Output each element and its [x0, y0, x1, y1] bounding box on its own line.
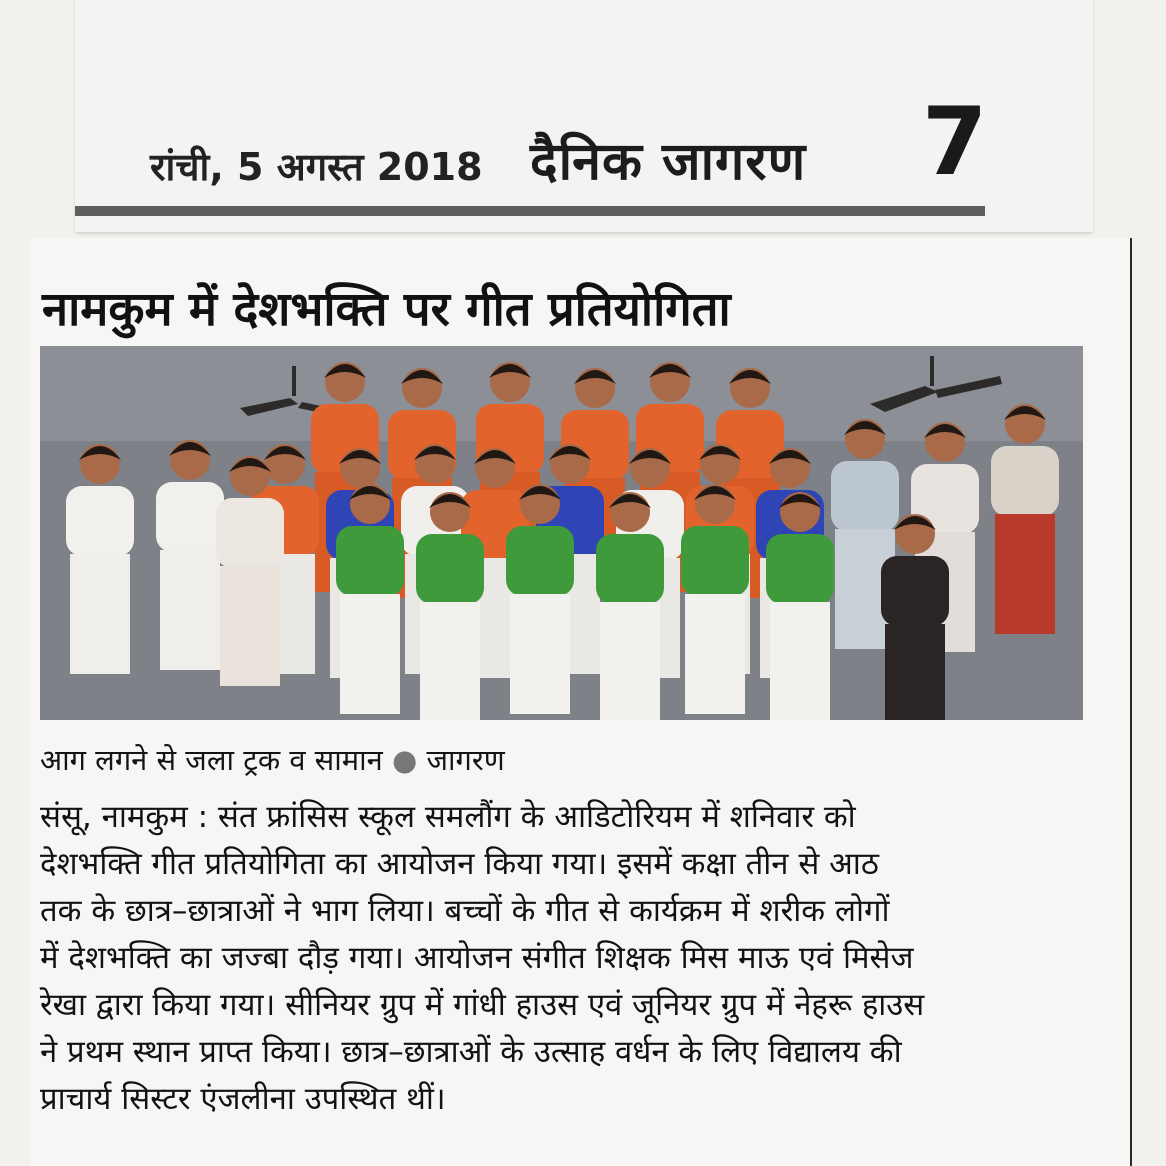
body-line: प्राचार्य सिस्टर एंजलीना उपस्थित थीं।: [40, 1081, 446, 1117]
masthead-rule: [75, 206, 985, 216]
dateline: रांची, 5 अगस्त 2018: [150, 145, 483, 189]
page-number: 7: [922, 88, 988, 197]
caption-text: आग लगने से जला ट्रक व सामान: [40, 743, 383, 777]
newspaper-name: दैनिक जागरण: [530, 132, 807, 192]
article-headline: नामकुम में देशभक्ति पर गीत प्रतियोगिता: [42, 282, 731, 337]
body-line: देशभक्ति गीत प्रतियोगिता का आयोजन किया गया। इसमें कक्षा तीन से आठ: [40, 846, 879, 882]
photo-credit: जागरण: [426, 743, 505, 777]
body-line: में देशभक्ति का जज्बा दौड़ गया। आयोजन संगीत शिक्षक मिस माऊ एवं मिसेज: [40, 940, 914, 976]
caption-bullet: ●: [391, 743, 418, 777]
group-photo-illustration: [40, 346, 1083, 720]
body-line: ने प्रथम स्थान प्राप्त किया। छात्र–छात्राओं के उत्साह वर्धन के लिए विद्यालय की: [40, 1034, 902, 1070]
body-line: तक के छात्र–छात्राओं ने भाग लिया। बच्चों के गीत से कार्यक्रम में शरीक लोगों: [40, 893, 890, 929]
group-photo: [40, 346, 1083, 720]
photo-caption: [40, 740, 505, 779]
article-body: [40, 794, 1088, 1123]
body-line: संसू, नामकुम : संत फ्रांसिस स्कूल समलौंग के आडिटोरियम में शनिवार को: [40, 799, 856, 835]
body-line: रेखा द्वारा किया गया। सीनियर ग्रुप में गांधी हाउस एवं जूनियर ग्रुप में नेहरू हाउस: [40, 987, 925, 1023]
